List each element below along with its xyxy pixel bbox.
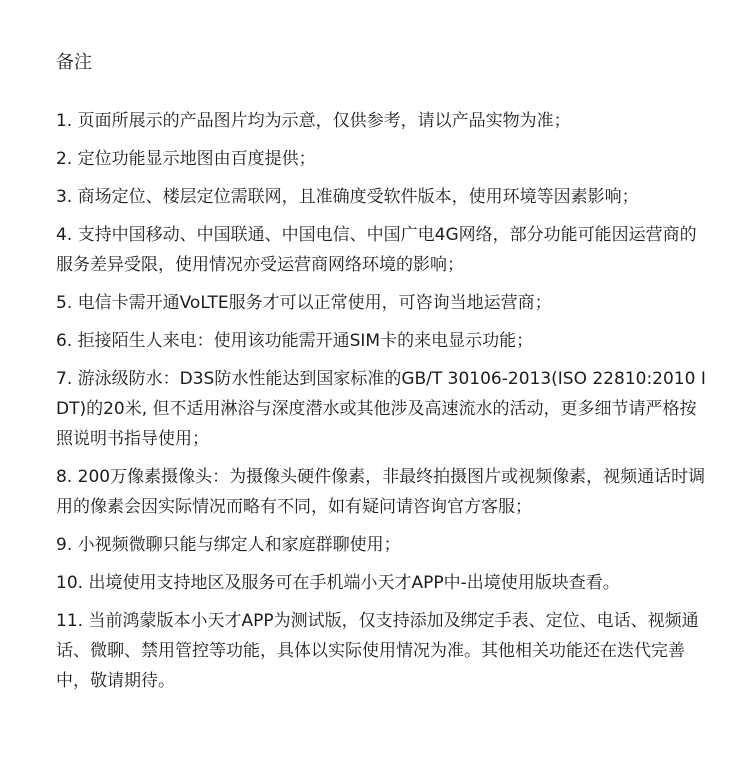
note-item: 3. 商场定位、楼层定位需联网，且准确度受软件版本，使用环境等因素影响； (56, 187, 639, 207)
note-item: 7. 游泳级防水：D3S防水性能达到国家标准的GB/T 30106-2013(ISO 22810:2010 IDT)的20米, 但不适用淋浴与深度潜水或其他涉及高速流水的活动，更多细节请严格按照说明书指导使用； (56, 369, 706, 449)
notes-list (56, 106, 706, 696)
note-item: 2. 定位功能显示地图由百度提供； (56, 149, 316, 169)
note-item: 10. 出境使用支持地区及服务可在手机端小天才APP中-出境使用版块查看。 (56, 573, 620, 593)
note-item: 8. 200万像素摄像头：为摄像头硬件像素，非最终拍摄图片或视频像素，视频通话时调用的像素会因实际情况而略有不同，如有疑问请咨询官方客服； (56, 467, 706, 517)
note-item: 1. 页面所展示的产品图片均为示意，仅供参考，请以产品实物为准； (56, 111, 571, 131)
note-item: 6. 拒接陌生人来电：使用该功能需开通SIM卡的来电显示功能； (56, 331, 534, 351)
notes-title: 备注 (56, 52, 92, 73)
note-item: 9. 小视频微聊只能与绑定人和家庭群聊使用； (56, 535, 401, 555)
notes-section (56, 48, 706, 704)
note-item: 4. 支持中国移动、中国联通、中国电信、中国广电4G网络，部分功能可能因运营商的服务差异受限，使用情况亦受运营商网络环境的影响； (56, 225, 697, 275)
note-item: 5. 电信卡需开通VoLTE服务才可以正常使用，可咨询当地运营商； (56, 293, 552, 313)
note-item: 11. 当前鸿蒙版本小天才APP为测试版，仅支持添加及绑定手表、定位、电话、视频通话、微聊、禁用管控等功能，具体以实际使用情况为准。其他相关功能还在迭代完善中，敬请期待。 (56, 611, 699, 691)
